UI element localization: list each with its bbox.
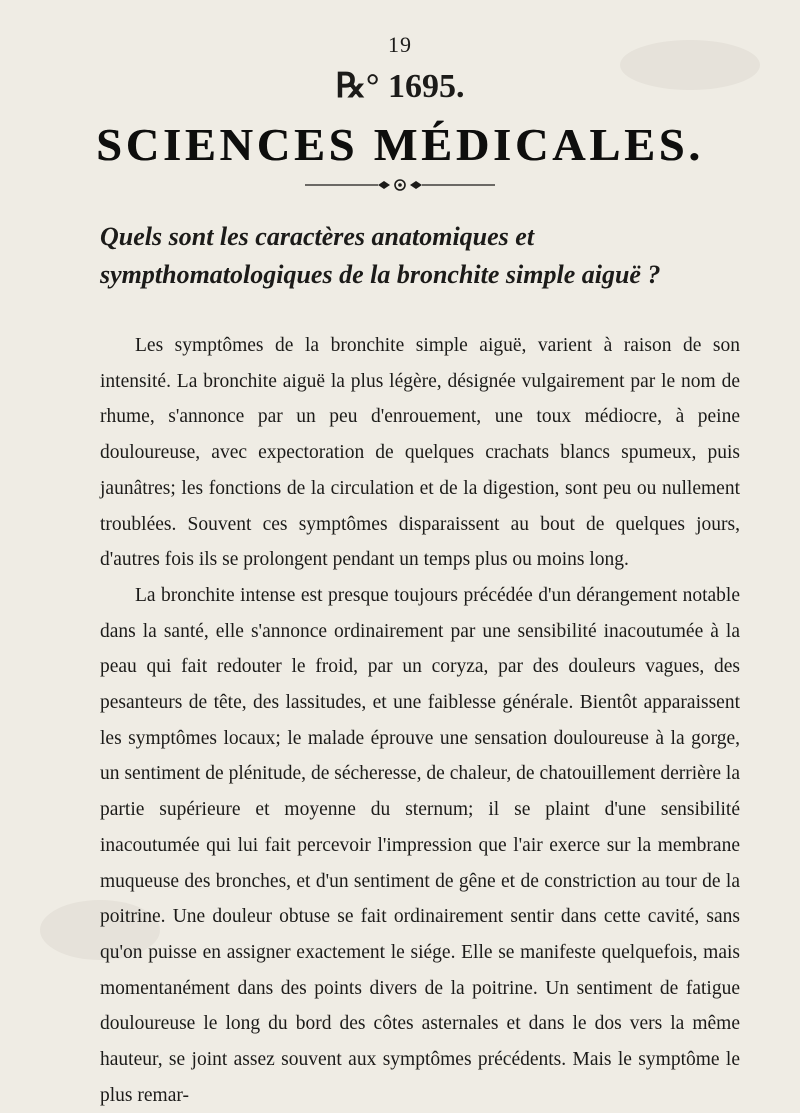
section-heading: SCIENCES MÉDICALES. (96, 119, 704, 170)
body-text (100, 328, 740, 1113)
paragraph: La bronchite intense est presque toujours précédée d'un dérangement notable dans la santé, elle s'annonce ordinairement par une sensibilité inacoutumée à la peau qui fait redouter le froid, par un coryza, par des douleurs vagues, des pesanteurs de tête, des lassitudes, et une faiblesse générale. Bientôt apparaissent les symptômes locaux; le malade éprouve une sensation douloureuse à la gorge, un sentiment de plénitude, de sécheresse, de chaleur, de chatouillement derrière la partie supérieure et moyenne du sternum; il se plaint d'une sensibilité inacoutumée qui lui fait percevoir l'impression que l'air exerce sur la membrane muqueuse des bronches, et d'un sentiment de gêne et de constriction au tour de la poitrine. Une douleur obtuse se fait ordinairement sentir dans cette cavité, sans qu'on puisse en assigner exactement le siége. Elle se manifeste quelquefois, mais momentanément dans des points divers de la poitrine. Un sentiment de fatigue douloureuse le long du bord des côtes asternales et dans le dos vers la même hauteur, se joint assez souvent aux symptômes précédents. Mais le symptôme le plus remar- (100, 584, 740, 1106)
question-heading: Quels sont les caractères anatomiques et sympthomatologiques de la bronchite simple aiguë ? (100, 222, 661, 289)
paragraph: Les symptômes de la bronchite simple aiguë, varient à raison de son intensité. La bronchite aiguë la plus légère, désignée vulgairement par le nom de rhume, s'annonce par un peu d'enrouement, une toux médiocre, à peine douloureuse, avec expectoration de quelques crachats blancs spumeux, puis jaunâtres; les fonctions de la circulation et de la digestion, sont peu ou nullement troublées. Souvent ces symptômes disparaissent au bout de quelques jours, d'autres fois ils se prolongent pendant un temps plus ou moins long. (100, 335, 740, 571)
page-number: 19 (388, 32, 412, 57)
specimen-number: ℞° 1695. (335, 68, 465, 105)
ornament-rule-icon (300, 178, 500, 192)
